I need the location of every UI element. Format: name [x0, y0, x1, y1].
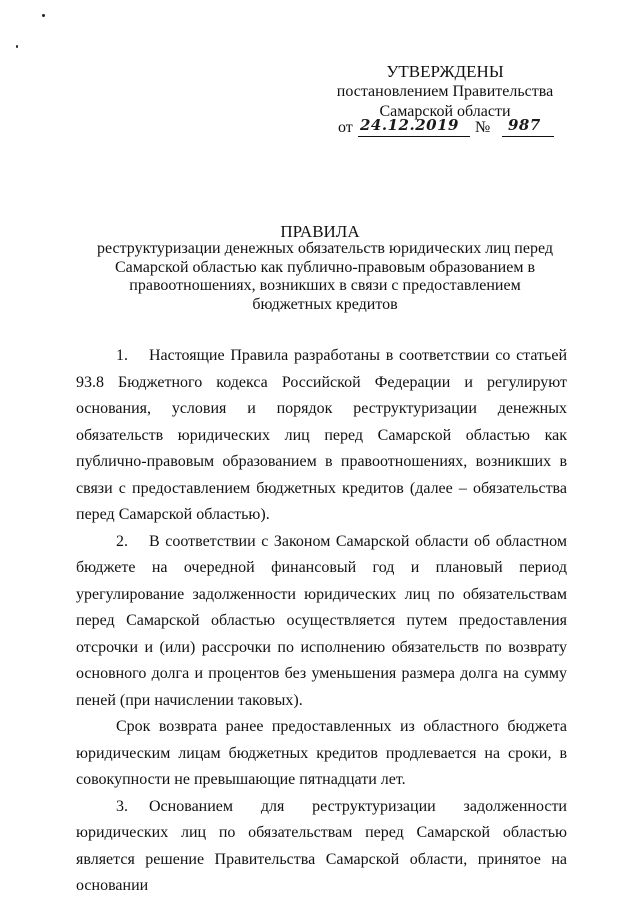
document-subtitle: реструктуризации денежных обязательств юридических лиц перед Самарской областью как публично-правовым образованием в правоотношениях, возникших в связи с предоставлением бюджетных кредитов: [96, 240, 553, 313]
paragraph-3: [76, 794, 567, 900]
approval-date-number-line: [338, 117, 558, 139]
paragraph-text: Основанием для реструктуризации задолженности юридических лиц по обязательствам перед Самарской областью является решение Правительства Самарской области, принятое на основании: [76, 797, 567, 894]
paragraph-2-continuation: [76, 714, 567, 794]
approval-line-1: постановлением Правительства: [336, 83, 554, 100]
date-field: [358, 117, 470, 137]
paragraph-1: [76, 343, 567, 529]
scan-speck: [42, 14, 45, 17]
scan-speck: [16, 45, 18, 48]
document-body: [76, 343, 567, 900]
handwritten-date: 24.12.2019: [360, 116, 459, 134]
paragraph-number: 2.: [116, 532, 128, 550]
approval-block: [330, 62, 560, 121]
paragraph-text: В соответствии с Законом Самарской области об областном бюджете на очередной финансовый год и плановый период урегулирование задолженности юридических лиц по обязательствам перед Самарской областью осуществляется путем предоставления отсрочки и (или) рассрочки по исполнению обязательств по возврату основного долга и процентов без уменьшения размера долга на сумму пеней (при начислении таковых).: [76, 532, 567, 709]
date-prefix: от: [338, 119, 353, 136]
approval-line-2: Самарской области: [379, 102, 511, 120]
paragraph-text: Срок возврата ранее предоставленных из областного бюджета юридическим лицам бюджетных кредитов продлевается на сроки, в совокупности не превышающие пятнадцати лет.: [76, 718, 567, 788]
approval-heading: УТВЕРЖДЕНЫ: [386, 62, 504, 81]
handwritten-number: 987: [508, 116, 541, 134]
number-field: [502, 117, 554, 137]
paragraph-number: 1.: [116, 347, 128, 364]
document-title: ПРАВИЛА: [280, 222, 360, 241]
paragraph-text: Настоящие Правила разработаны в соответствии со статьей 93.8 Бюджетного кодекса Российской Федерации и регулируют основания, условия и порядок реструктуризации денежных обязательств юридических лиц перед Самарской областью как публично-правовым образованием в правоотношениях, возникших в связи с предоставлением бюджетных кредитов (далее – обязательства перед Самарской областью).: [76, 347, 567, 523]
paragraph-number: 3.: [116, 797, 128, 815]
paragraph-2: [76, 529, 567, 715]
number-prefix: №: [475, 119, 491, 136]
